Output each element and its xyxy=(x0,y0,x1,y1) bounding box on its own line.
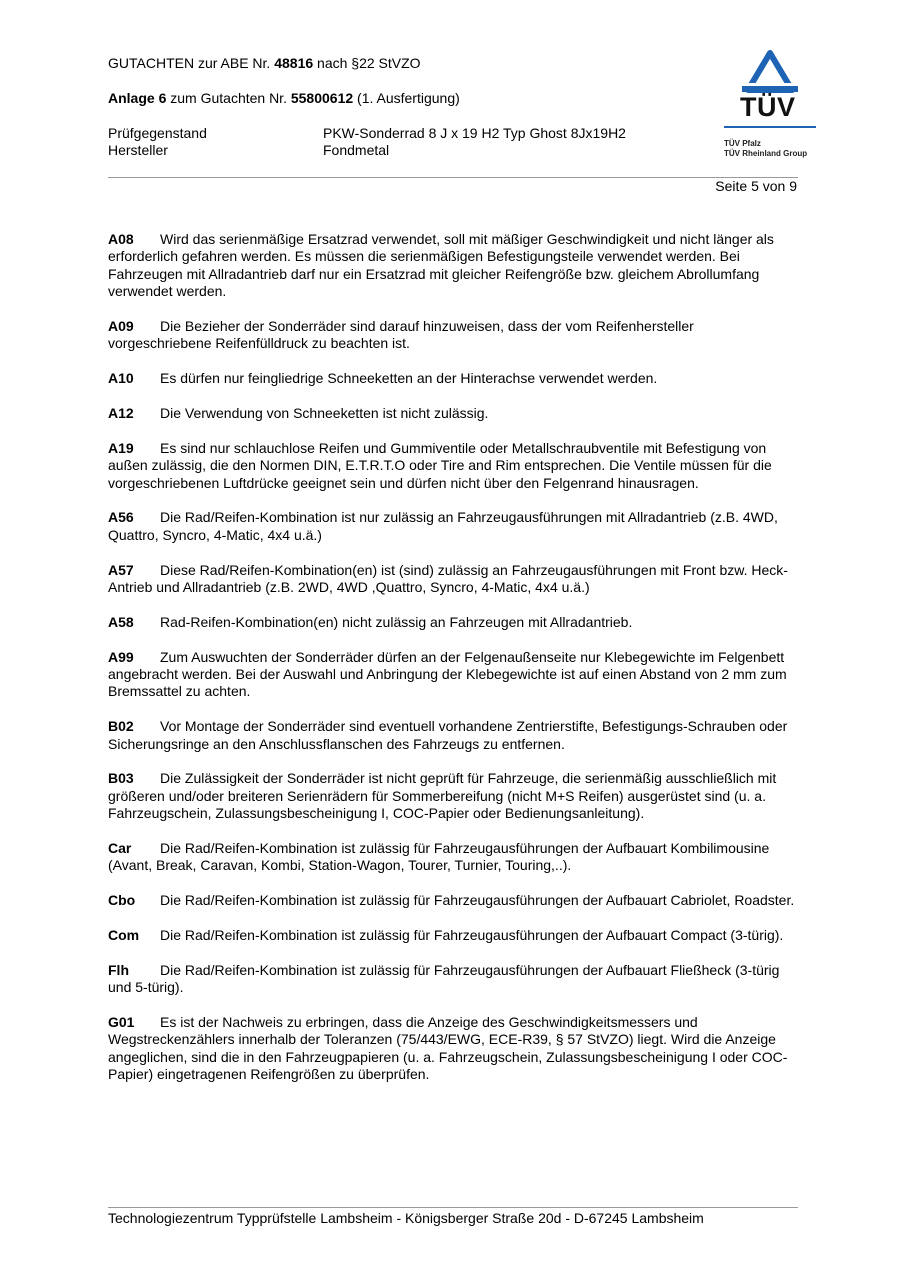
condition-text: Rad-Reifen-Kombination(en) nicht zulässig an Fahrzeugen mit Allradantrieb. xyxy=(160,613,633,630)
pruefgegenstand-value: PKW-Sonderrad 8 J x 19 H2 Typ Ghost 8Jx19H2 xyxy=(323,125,626,141)
condition-code: A09 xyxy=(108,318,134,335)
tuv-logo xyxy=(722,50,818,162)
condition-text: Die Rad/Reifen-Kombination ist zulässig für Fahrzeugausführungen der Aufbauart Kombilimousine (Avant, Break, Caravan, Kombi, Station-Wagon, Tourer, Turnier, Touring,..). xyxy=(108,840,770,874)
condition-paragraph xyxy=(108,927,798,944)
condition-code: A56 xyxy=(108,509,134,526)
condition-code: A10 xyxy=(108,370,134,387)
condition-text: Wird das serienmäßige Ersatzrad verwendet, soll mit mäßiger Geschwindigkeit und nicht länger als erforderlich gefahren werden. Es müssen die serienmäßigen Befestigungsteile verwendet werden. Bei Fahrzeugen mit Allradantrieb darf nur ein Ersatzrad mit gleicher Reifengröße bzw. gleichem Abrollumfang verwendet werden. xyxy=(108,231,774,300)
condition-paragraph xyxy=(108,840,798,875)
condition-code: Car xyxy=(108,840,132,857)
condition-code: Cbo xyxy=(108,892,136,909)
condition-paragraph xyxy=(108,649,798,701)
condition-code: B03 xyxy=(108,770,134,787)
condition-text: Die Verwendung von Schneeketten ist nicht zulässig. xyxy=(160,405,489,422)
condition-code: A19 xyxy=(108,439,134,456)
hersteller-value: Fondmetal xyxy=(323,142,390,158)
condition-code: Flh xyxy=(108,961,129,978)
condition-paragraph xyxy=(108,318,798,353)
condition-text: Die Zulässigkeit der Sonderräder ist nicht geprüft für Fahrzeuge, die serienmäßig ausschließlich mit größeren und/oder breiteren Serienrädern für Sommerbereifung (nicht M+S Reifen) ausgerüstet sind (u. a. Fahrzeugschein, Zulassungsbescheinigung I, COC-Papier oder Bedienungsanleitung). xyxy=(108,770,777,822)
page-number: Seite 5 von 9 xyxy=(715,178,797,194)
condition-text: Die Rad/Reifen-Kombination ist zulässig für Fahrzeugausführungen der Aufbauart Fließheck (3-türig und 5-türig). xyxy=(108,961,780,996)
condition-text: Zum Auswuchten der Sonderräder dürfen an der Felgenaußenseite nur Klebegewichte im Felgenbett angebracht werden. Bei der Auswahl und Anbringung der Klebegewichte ist auf einen Abstand von 2 mm zum Bremssattel zu achten. xyxy=(108,648,787,700)
condition-text: Es dürfen nur feingliedrige Schneeketten an der Hinterachse verwendet werden. xyxy=(160,370,658,387)
condition-paragraph xyxy=(108,562,798,597)
condition-code: G01 xyxy=(108,1014,135,1031)
abe-number: 48816 xyxy=(274,55,314,71)
condition-paragraph xyxy=(108,614,798,631)
condition-text: Es sind nur schlauchlose Reifen und Gummiventile oder Metallschraubventile mit Befestigung von außen zulässig, die den Normen DIN, E.T.R.T.O oder Tire and Rim entsprechen. Die Ventile müssen für die vorgeschriebenen Luftdrücke geeignet sein und dürfen nicht über den Felgenrand hinausragen. xyxy=(108,439,772,491)
header-divider xyxy=(108,177,798,178)
condition-text: Die Rad/Reifen-Kombination ist zulässig für Fahrzeugausführungen der Aufbauart Compact (3-türig). xyxy=(160,927,784,944)
condition-paragraph xyxy=(108,962,798,997)
tuv-triangle-icon xyxy=(722,50,818,94)
footer-divider xyxy=(108,1207,798,1208)
condition-paragraph xyxy=(108,892,798,909)
report-title: GUTACHTEN zur ABE Nr. 48816 nach §22 StVZO xyxy=(108,55,421,71)
hersteller-label: Hersteller xyxy=(108,142,168,158)
condition-code: A08 xyxy=(108,231,134,247)
condition-paragraph xyxy=(108,718,798,753)
condition-code: A57 xyxy=(108,561,134,578)
condition-text: Diese Rad/Reifen-Kombination(en) ist (sind) zulässig an Fahrzeugausführungen mit Front bzw. Heck-Antrieb und Allradantrieb (z.B. 2WD, 4WD ,Quattro, Syncro, 4-Matic, 4x4 u.ä.) xyxy=(108,561,788,596)
condition-text: Es ist der Nachweis zu erbringen, dass die Anzeige des Geschwindigkeitsmessers und Wegstreckenzählers innerhalb der Toleranzen (75/443/EWG, ECE-R39, § 57 StVZO) liegt. Wird die Anzeige angeglichen, sind die in den Fahrzeugpapieren (u. a. Fahrzeugschein, Zulassungsbescheinigung I oder COC-Papier) eingetragenen Reifengrößen zu überprüfen. xyxy=(108,1014,788,1083)
logo-subtitle: TÜV Pfalz TÜV Rheinland Group xyxy=(724,139,808,158)
condition-text: Die Bezieher der Sonderräder sind darauf hinzuweisen, dass der vom Reifenhersteller vorgeschriebene Reifenfülldruck zu beachten ist. xyxy=(108,318,694,352)
conditions-list xyxy=(108,231,798,1101)
annex-label: Anlage 6 xyxy=(108,90,167,106)
condition-text: Vor Montage der Sonderräder sind eventuell vorhandene Zentrierstifte, Befestigungs-Schrauben oder Sicherungsringe an den Anschlussflanschen des Fahrzeugs zu entfernen. xyxy=(108,718,788,752)
condition-code: B02 xyxy=(108,718,134,735)
condition-paragraph xyxy=(108,231,798,301)
condition-code: A58 xyxy=(108,613,134,630)
condition-paragraph xyxy=(108,509,798,544)
condition-text: Die Rad/Reifen-Kombination ist nur zulässig an Fahrzeugausführungen mit Allradantrieb (z.B. 4WD, Quattro, Syncro, 4-Matic, 4x4 u.ä.) xyxy=(108,509,778,543)
condition-paragraph xyxy=(108,405,798,422)
pruefgegenstand-label: Prüfgegenstand xyxy=(108,125,207,141)
condition-code: A12 xyxy=(108,405,134,422)
footer-address: Technologiezentrum Typprüfstelle Lambsheim - Königsberger Straße 20d - D-67245 Lambsheim xyxy=(108,1210,704,1226)
condition-code: A99 xyxy=(108,648,134,665)
condition-paragraph xyxy=(108,440,798,492)
report-number: 55800612 xyxy=(290,90,354,106)
condition-paragraph xyxy=(108,1014,798,1084)
condition-code: Com xyxy=(108,927,140,944)
condition-paragraph xyxy=(108,370,798,387)
annex-line: Anlage 6 zum Gutachten Nr. 55800612 (1. Ausfertigung) xyxy=(108,90,460,106)
condition-paragraph xyxy=(108,770,798,822)
logo-underline xyxy=(724,126,816,128)
condition-text: Die Rad/Reifen-Kombination ist zulässig für Fahrzeugausführungen der Aufbauart Cabriolet, Roadster. xyxy=(160,892,795,909)
logo-text: TÜV xyxy=(740,92,796,122)
